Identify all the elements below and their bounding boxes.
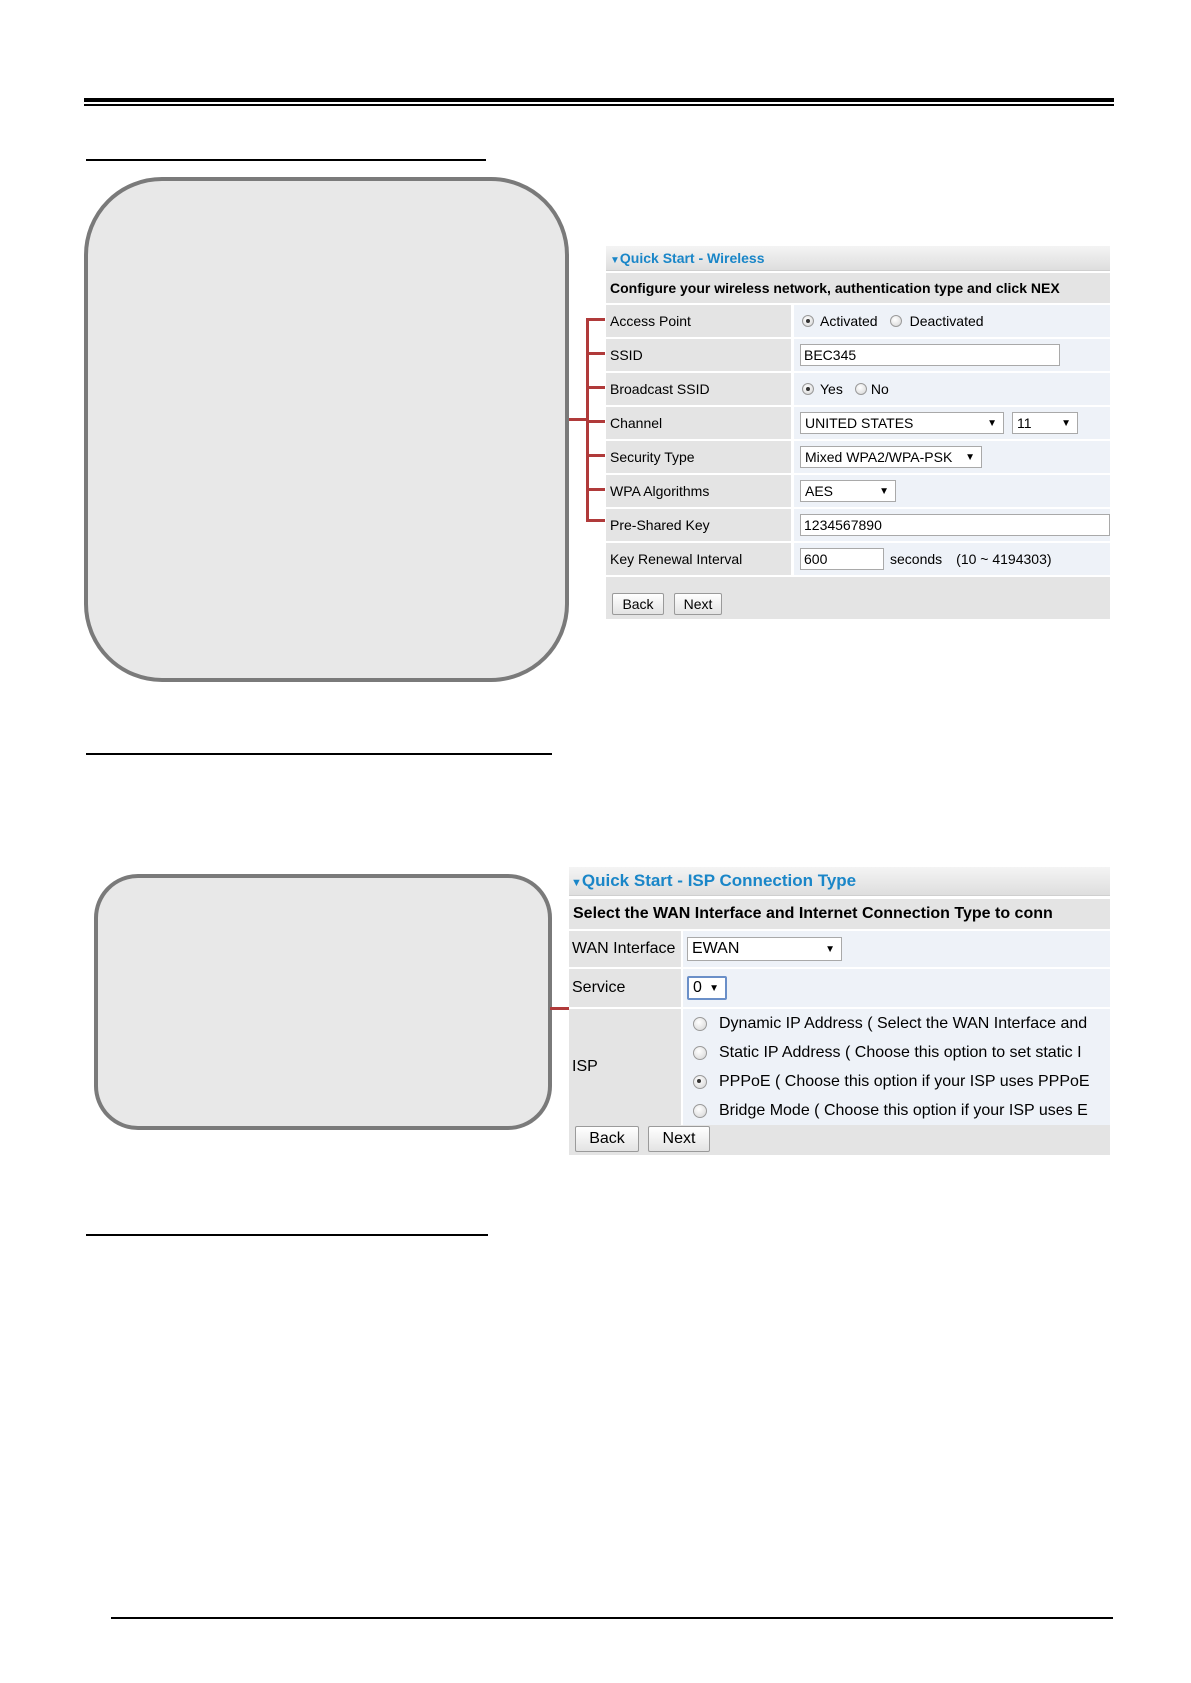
radio-broadcast-no[interactable]: [855, 383, 867, 395]
section-underline-1: [86, 159, 486, 161]
country-select[interactable]: [800, 412, 1004, 434]
chevron-down-icon: ▼: [879, 485, 889, 497]
wireless-next-button[interactable]: Next: [674, 593, 722, 615]
callout-box-wireless: [84, 177, 569, 682]
wireless-description: Configure your wireless network, authentication type and click NEX: [606, 273, 1110, 303]
security-type-select[interactable]: [800, 446, 982, 468]
wan-cell: [683, 931, 1110, 967]
row-channel: [606, 407, 1110, 439]
section-underline-3: [86, 1234, 488, 1236]
wan-interface-value: EWAN: [692, 940, 740, 957]
row-ssid: [606, 339, 1110, 371]
label-ssid: SSID: [606, 339, 791, 371]
radio-pppoe[interactable]: [693, 1075, 707, 1089]
row-security-type: [606, 441, 1110, 473]
callout-box-isp: [94, 874, 552, 1130]
radio-static-ip[interactable]: [693, 1046, 707, 1060]
isp-description: Select the WAN Interface and Internet Connection Type to conn: [569, 899, 1110, 929]
access-point-options: [794, 305, 1110, 337]
isp-next-button[interactable]: Next: [648, 1126, 710, 1152]
radio-broadcast-yes[interactable]: [802, 383, 814, 395]
collapse-triangle-icon[interactable]: ▼: [610, 255, 620, 266]
chevron-down-icon: ▼: [1061, 417, 1071, 429]
security-type-value: Mixed WPA2/WPA-PSK: [805, 449, 953, 465]
label-isp: ISP: [569, 1009, 681, 1125]
row-broadcast-ssid: [606, 373, 1110, 405]
label-service: Service: [569, 969, 681, 1007]
isp-option-dynamic[interactable]: [683, 1009, 1110, 1038]
label-security-type: Security Type: [606, 441, 791, 473]
radio-bridge-mode[interactable]: [693, 1104, 707, 1118]
bracket-tick-6: [586, 488, 605, 491]
service-select-value: 0: [693, 979, 702, 996]
radio-deactivated-label: Deactivated: [909, 313, 984, 329]
radio-dynamic-ip[interactable]: [693, 1017, 707, 1031]
radio-deactivated[interactable]: [890, 315, 902, 327]
label-access-point: Access Point: [606, 305, 791, 337]
channel-cell: [794, 407, 1110, 439]
row-isp: [569, 1009, 1110, 1125]
wpa-algorithms-value: AES: [805, 483, 834, 499]
bracket-tick-1: [586, 318, 605, 321]
isp-panel-title: ▼Quick Start - ISP Connection Type: [569, 867, 1110, 896]
row-service: [569, 969, 1110, 1007]
isp-panel: [569, 867, 1110, 1155]
renewal-cell: [794, 543, 1110, 575]
wpa-algorithms-select[interactable]: [800, 480, 896, 502]
bracket-tick-5: [586, 454, 605, 457]
psk-cell: [794, 509, 1110, 541]
country-select-value: UNITED STATES: [805, 415, 914, 431]
service-select[interactable]: [687, 976, 727, 1000]
wpa-cell: [794, 475, 1110, 507]
header-rule-thin: [84, 104, 1114, 106]
bracket-tick-3: [586, 386, 605, 389]
ssid-cell: [794, 339, 1110, 371]
row-key-renewal: [606, 543, 1110, 575]
service-cell: [683, 969, 1110, 1007]
radio-activated-label: Activated: [820, 313, 878, 329]
bracket-tick-4: [586, 420, 605, 423]
isp-back-button[interactable]: Back: [575, 1126, 639, 1152]
label-pre-shared-key: Pre-Shared Key: [606, 509, 791, 541]
row-wpa-algorithms: [606, 475, 1110, 507]
isp-options: [683, 1009, 1110, 1125]
header-rule-thick: [84, 98, 1114, 102]
chevron-down-icon: ▼: [987, 417, 997, 429]
isp-option-pppoe[interactable]: [683, 1067, 1110, 1096]
label-key-renewal: Key Renewal Interval: [606, 543, 791, 575]
bracket-tick-2: [586, 352, 605, 355]
isp-option-static-label: Static IP Address ( Choose this option to set static I: [719, 1043, 1082, 1061]
section-underline-2: [86, 753, 552, 755]
collapse-triangle-icon[interactable]: ▼: [571, 877, 582, 889]
isp-option-bridge-label: Bridge Mode ( Choose this option if your ISP uses E: [719, 1101, 1088, 1119]
bracket-connector-isp: [550, 1007, 570, 1010]
label-wan-interface: WAN Interface: [569, 931, 681, 967]
isp-option-dynamic-label: Dynamic IP Address ( Select the WAN Interface and: [719, 1014, 1088, 1032]
radio-broadcast-yes-label: Yes: [820, 381, 843, 397]
isp-option-static[interactable]: [683, 1038, 1110, 1067]
wireless-back-button[interactable]: Back: [612, 593, 664, 615]
channel-select[interactable]: [1012, 412, 1078, 434]
key-renewal-input[interactable]: 600: [800, 548, 884, 570]
footer-rule: [111, 1617, 1113, 1619]
renewal-unit: seconds: [890, 551, 943, 567]
chevron-down-icon: ▼: [965, 451, 975, 463]
isp-option-bridge[interactable]: [683, 1096, 1110, 1125]
label-channel: Channel: [606, 407, 791, 439]
radio-activated[interactable]: [802, 315, 814, 327]
bracket-tick-7: [586, 519, 605, 522]
renewal-range: (10 ~ 4194303): [956, 551, 1052, 567]
wireless-panel-title: ▼Quick Start - Wireless: [606, 246, 1110, 271]
row-access-point: [606, 305, 1110, 337]
wireless-panel: [606, 246, 1110, 619]
channel-select-value: 11: [1017, 415, 1032, 431]
row-wan-interface: [569, 931, 1110, 967]
label-broadcast-ssid: Broadcast SSID: [606, 373, 791, 405]
broadcast-options: [794, 373, 1110, 405]
label-wpa-algorithms: WPA Algorithms: [606, 475, 791, 507]
radio-broadcast-no-label: No: [870, 381, 889, 397]
security-cell: [794, 441, 1110, 473]
ssid-input[interactable]: BEC345: [800, 344, 1060, 366]
chevron-down-icon: ▼: [825, 943, 835, 955]
isp-option-pppoe-label: PPPoE ( Choose this option if your ISP uses PPPoE: [719, 1072, 1090, 1090]
pre-shared-key-input[interactable]: 1234567890: [800, 514, 1110, 536]
wan-interface-select[interactable]: [687, 937, 842, 961]
chevron-down-icon: ▼: [709, 982, 719, 994]
row-pre-shared-key: [606, 509, 1110, 541]
